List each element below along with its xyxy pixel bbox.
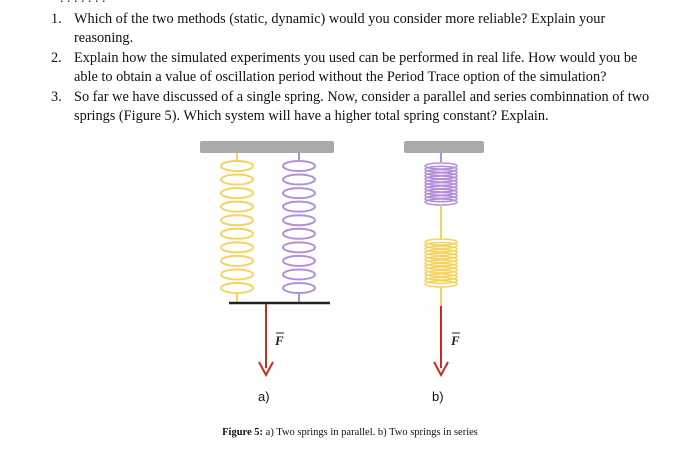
question-text: So far we have discussed of a single spring. Now, consider a parallel and series combinnation of two springs (Figure 5). Which system will have a higher total spring constant? Explain. (74, 89, 650, 124)
caption-text: a) Two springs in parallel. b) Two springs in series (263, 427, 478, 438)
spring-purple-series (425, 163, 457, 205)
spring-purple-parallel (283, 161, 315, 293)
force-label-b: F (451, 333, 460, 348)
question-2 (0, 49, 700, 87)
spring-coil (221, 188, 253, 198)
spring-coil (221, 202, 253, 212)
spring-coil (283, 269, 315, 279)
clipped-previous-line (60, 0, 680, 3)
spring-coil (221, 256, 253, 266)
question-number: 2. (51, 50, 62, 66)
spring-coil (221, 215, 253, 225)
spring-yellow-series (425, 239, 457, 287)
spring-coil (221, 242, 253, 252)
question-text: Which of the two methods (static, dynamic) would you consider more reliable? Explain your reasoning. (74, 11, 606, 46)
question-1 (0, 10, 700, 48)
spring-coil (283, 202, 315, 212)
label-a: a) (258, 389, 270, 404)
spring-coil (283, 229, 315, 239)
label-b: b) (432, 389, 444, 404)
figure-5-diagram (0, 130, 700, 425)
ceiling-a (200, 141, 334, 153)
spring-coil (283, 215, 315, 225)
spring-coil (221, 269, 253, 279)
spring-coil (283, 283, 315, 293)
question-number: 3. (51, 89, 62, 105)
spring-coil (283, 188, 315, 198)
ceiling-b (404, 141, 484, 153)
question-number: 1. (51, 11, 62, 27)
question-3 (0, 88, 700, 126)
spring-coil (221, 283, 253, 293)
spring-coil (283, 161, 315, 171)
figure-caption (0, 427, 700, 438)
spring-coil (283, 175, 315, 185)
caption-prefix: Figure 5: (222, 427, 264, 438)
question-list (0, 10, 700, 127)
spring-coil (221, 229, 253, 239)
spring-coil (221, 175, 253, 185)
spring-coil (283, 256, 315, 266)
force-label-a: F (275, 333, 284, 348)
spring-coil (221, 161, 253, 171)
spring-coil (283, 242, 315, 252)
spring-yellow-parallel (221, 161, 253, 293)
question-text: Explain how the simulated experiments you used can be performed in real life. How would you be able to obtain a value of oscillation period without the Period Trace option of the simulation? (74, 50, 638, 85)
